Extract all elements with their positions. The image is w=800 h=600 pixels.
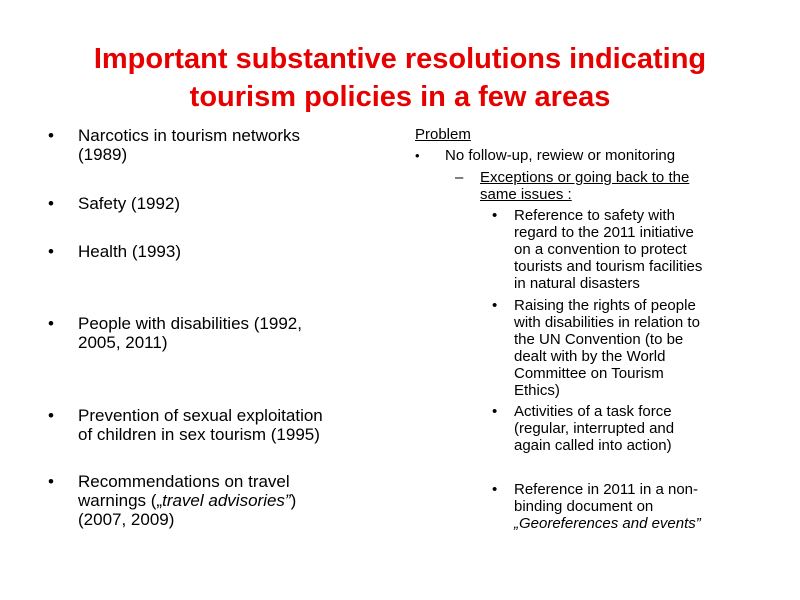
item-line: 2005, 2011) — [78, 333, 168, 352]
item-line: Prevention of sexual exploitation — [78, 406, 323, 425]
item-italic-text: travel advisories” — [162, 491, 291, 510]
item-line: the UN Convention (to be — [514, 331, 684, 348]
item-line: Reference to safety with — [514, 207, 675, 224]
list-item — [48, 472, 388, 529]
bullet: • — [48, 472, 54, 491]
bullet: • — [492, 403, 498, 420]
item-italic-line — [514, 515, 757, 532]
item-line: Exceptions or going back to the — [480, 169, 690, 186]
problem-heading: Problem — [415, 126, 471, 143]
bullet: • — [492, 207, 498, 224]
item-line: Narcotics in tourism networks — [78, 126, 301, 145]
level1-item — [415, 147, 775, 164]
item-line: Raising the rights of people — [514, 297, 696, 314]
item-line: Safety (1992) — [78, 194, 181, 213]
item-line: Health (1993) — [78, 242, 182, 261]
item-line: regard to the 2011 initiative — [514, 224, 694, 241]
item-line: (1989) — [78, 145, 128, 164]
bullet: • — [48, 406, 54, 425]
bullet: • — [415, 148, 420, 163]
item-line: (regular, interrupted and — [514, 420, 675, 437]
item-line — [78, 491, 388, 510]
item-line: Recommendations on travel — [78, 472, 290, 491]
list-item — [48, 242, 388, 261]
bullet: • — [48, 242, 54, 261]
bullet: • — [492, 297, 498, 314]
level3-item — [492, 481, 757, 532]
item-text: warnings („ — [78, 491, 163, 510]
list-item — [48, 406, 388, 444]
item-line: in natural disasters — [514, 275, 640, 292]
dash-bullet: – — [455, 169, 464, 186]
level3-item — [492, 207, 757, 292]
level3-item — [492, 297, 757, 399]
item-line: of children in sex tourism (1995) — [78, 425, 320, 444]
bullet: • — [48, 194, 54, 213]
list-item — [48, 314, 388, 352]
item-line: on a convention to protect — [514, 241, 687, 258]
item-line: People with disabilities (1992, — [78, 314, 302, 333]
item-line: again called into action) — [514, 437, 672, 454]
level3-item — [492, 403, 757, 454]
level2-item — [455, 169, 775, 203]
title-line-2: tourism policies in a few areas — [189, 81, 611, 113]
slide-title — [40, 40, 760, 116]
title-line-1: Important substantive resolutions indicating — [93, 43, 707, 75]
item-line: Committee on Tourism — [514, 365, 664, 382]
item-italic-text: „Georeferences and events” — [514, 515, 701, 532]
bullet: • — [492, 481, 498, 498]
item-line: tourists and tourism facilities — [514, 258, 703, 275]
item-line: same issues : — [480, 186, 572, 203]
item-line: (2007, 2009) — [78, 510, 175, 529]
item-line: No follow-up, rewiew or monitoring — [445, 147, 676, 164]
item-line: Activities of a task force — [514, 403, 672, 420]
list-item — [48, 194, 388, 213]
item-line: binding document on — [514, 498, 654, 515]
list-item — [48, 126, 388, 164]
bullet: • — [48, 126, 54, 145]
item-line: Reference in 2011 in a non- — [514, 481, 699, 498]
bullet: • — [48, 314, 54, 333]
item-line: with disabilities in relation to — [514, 314, 700, 331]
item-line: Ethics) — [514, 382, 560, 399]
item-line: dealt with by the World — [514, 348, 666, 365]
item-text: ) — [290, 491, 297, 510]
